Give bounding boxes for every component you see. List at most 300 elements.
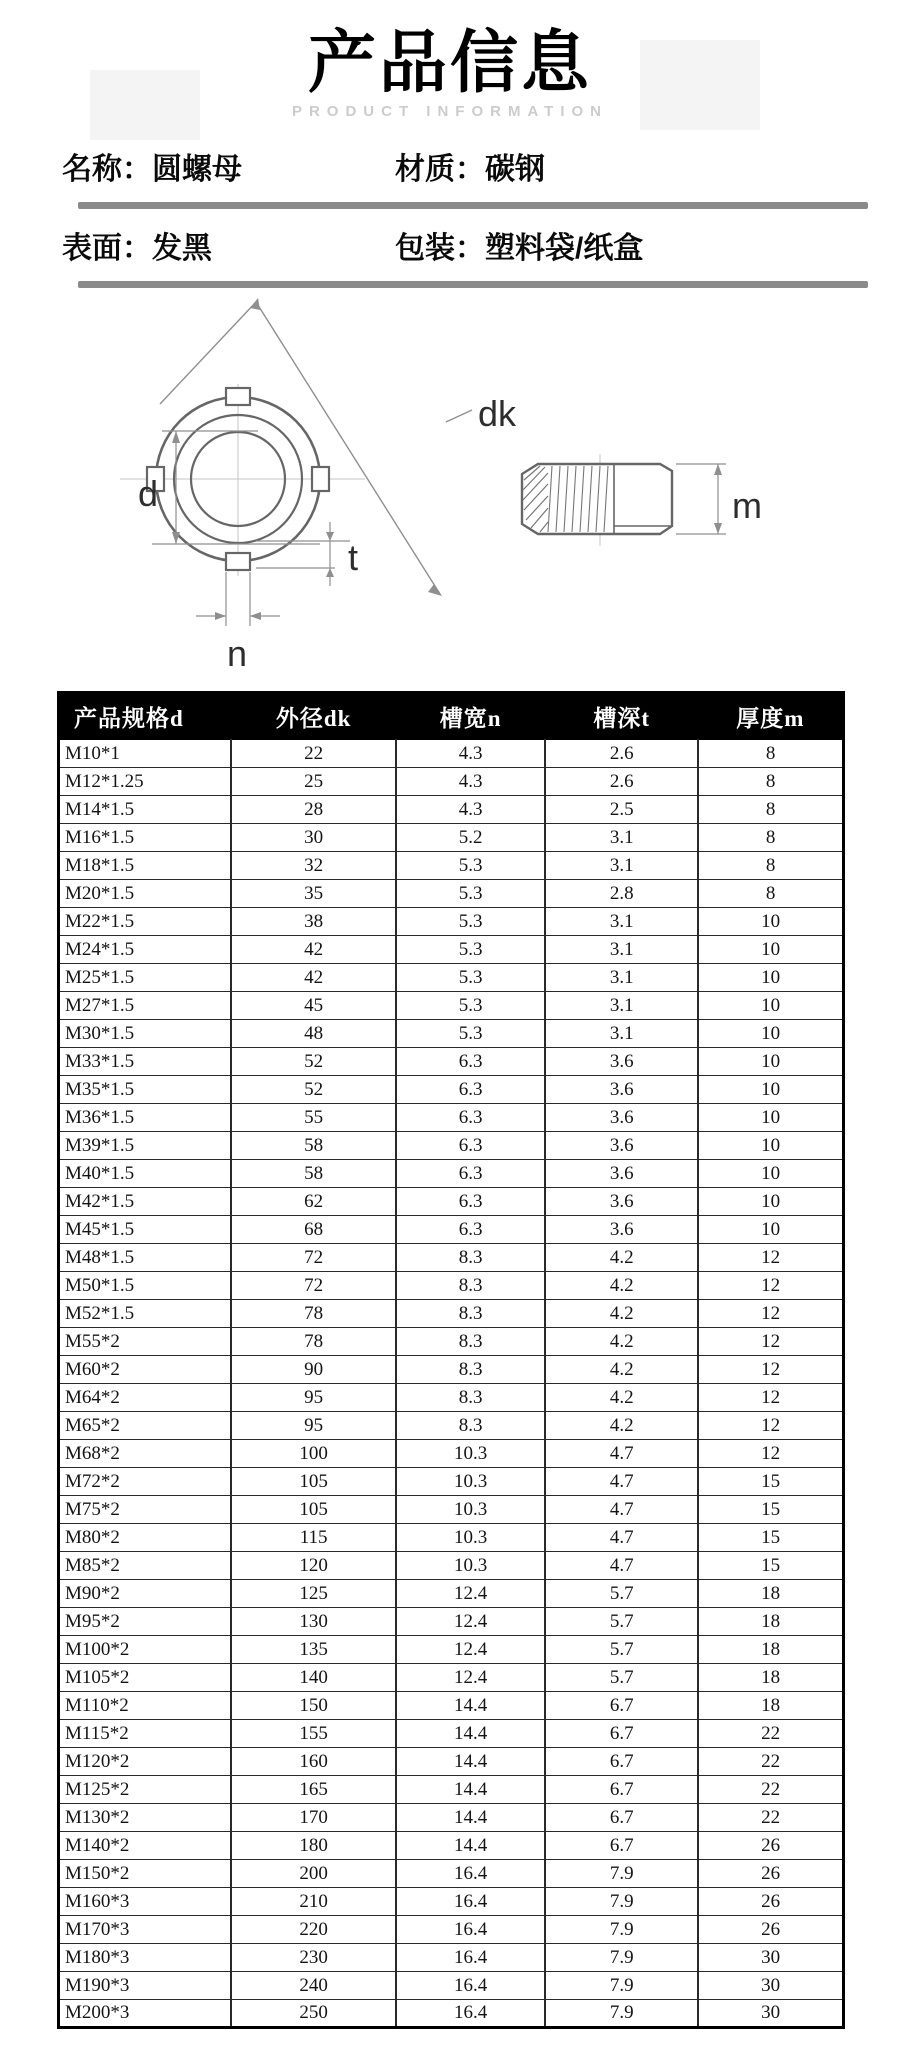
value-cell: 4.2 <box>545 1355 698 1383</box>
value-cell: 5.3 <box>396 1019 545 1047</box>
value-cell: 6.3 <box>396 1215 545 1243</box>
value-cell: 5.3 <box>396 907 545 935</box>
name-value: 圆螺母 <box>152 152 242 186</box>
value-cell: 38 <box>231 907 396 935</box>
value-cell: 22 <box>698 1803 843 1831</box>
value-cell: 5.2 <box>396 823 545 851</box>
value-cell: 95 <box>231 1383 396 1411</box>
page-subtitle: PRODUCT INFORMATION <box>291 102 609 120</box>
value-cell: 52 <box>231 1047 396 1075</box>
spec-cell: M90*2 <box>59 1579 232 1607</box>
value-cell: 3.1 <box>545 823 698 851</box>
value-cell: 10 <box>698 1159 843 1187</box>
value-cell: 4.2 <box>545 1327 698 1355</box>
spec-cell: M200*3 <box>59 1999 232 2027</box>
table-row <box>59 1159 844 1187</box>
spec-cell: M55*2 <box>59 1327 232 1355</box>
table-row <box>59 1691 844 1719</box>
value-cell: 32 <box>231 851 396 879</box>
table-row <box>59 1943 844 1971</box>
table-row <box>59 851 844 879</box>
name-label: 名称： <box>62 152 152 186</box>
value-cell: 5.7 <box>545 1635 698 1663</box>
value-cell: 55 <box>231 1103 396 1131</box>
round-nut-diagram-icon <box>0 294 900 676</box>
spec-cell: M65*2 <box>59 1411 232 1439</box>
value-cell: 15 <box>698 1495 843 1523</box>
table-body <box>59 739 844 2027</box>
value-cell: 14.4 <box>396 1803 545 1831</box>
spec-cell: M18*1.5 <box>59 851 232 879</box>
table-row <box>59 1495 844 1523</box>
value-cell: 165 <box>231 1775 396 1803</box>
value-cell: 4.7 <box>545 1467 698 1495</box>
value-cell: 10 <box>698 1047 843 1075</box>
value-cell: 8.3 <box>396 1411 545 1439</box>
value-cell: 210 <box>231 1887 396 1915</box>
value-cell: 8.3 <box>396 1243 545 1271</box>
value-cell: 130 <box>231 1607 396 1635</box>
value-cell: 12.4 <box>396 1663 545 1691</box>
table-row <box>59 991 844 1019</box>
value-cell: 8 <box>698 879 843 907</box>
value-cell: 7.9 <box>545 1943 698 1971</box>
value-cell: 2.6 <box>545 739 698 767</box>
table-row <box>59 1187 844 1215</box>
value-cell: 25 <box>231 767 396 795</box>
value-cell: 22 <box>698 1719 843 1747</box>
spec-cell: M180*3 <box>59 1943 232 1971</box>
page-title: 产品信息 <box>307 25 592 101</box>
spec-cell: M72*2 <box>59 1467 232 1495</box>
table-row <box>59 963 844 991</box>
divider-line <box>78 202 868 209</box>
spec-cell: M80*2 <box>59 1523 232 1551</box>
spec-cell: M20*1.5 <box>59 879 232 907</box>
spec-cell: M27*1.5 <box>59 991 232 1019</box>
value-cell: 78 <box>231 1299 396 1327</box>
value-cell: 8 <box>698 851 843 879</box>
table-row <box>59 767 844 795</box>
spec-cell: M24*1.5 <box>59 935 232 963</box>
value-cell: 10 <box>698 991 843 1019</box>
value-cell: 135 <box>231 1635 396 1663</box>
spec-cell: M52*1.5 <box>59 1299 232 1327</box>
value-cell: 7.9 <box>545 1915 698 1943</box>
spec-cell: M130*2 <box>59 1803 232 1831</box>
spec-cell: M42*1.5 <box>59 1187 232 1215</box>
value-cell: 48 <box>231 1019 396 1047</box>
spec-cell: M30*1.5 <box>59 1019 232 1047</box>
value-cell: 125 <box>231 1579 396 1607</box>
table-row <box>59 907 844 935</box>
value-cell: 7.9 <box>545 1887 698 1915</box>
dim-label-n: n <box>227 632 248 674</box>
value-cell: 6.7 <box>545 1831 698 1859</box>
spec-table <box>57 691 845 2029</box>
value-cell: 26 <box>698 1831 843 1859</box>
value-cell: 100 <box>231 1439 396 1467</box>
value-cell: 115 <box>231 1523 396 1551</box>
value-cell: 5.7 <box>545 1579 698 1607</box>
value-cell: 5.3 <box>396 935 545 963</box>
value-cell: 35 <box>231 879 396 907</box>
value-cell: 12 <box>698 1243 843 1271</box>
spec-cell: M110*2 <box>59 1691 232 1719</box>
value-cell: 6.3 <box>396 1103 545 1131</box>
spec-cell: M105*2 <box>59 1663 232 1691</box>
value-cell: 22 <box>231 739 396 767</box>
value-cell: 72 <box>231 1243 396 1271</box>
value-cell: 42 <box>231 935 396 963</box>
info-row-1 <box>0 134 900 198</box>
value-cell: 140 <box>231 1663 396 1691</box>
value-cell: 7.9 <box>545 1971 698 1999</box>
table-row <box>59 1215 844 1243</box>
value-cell: 10 <box>698 1019 843 1047</box>
table-row <box>59 1607 844 1635</box>
value-cell: 3.6 <box>545 1159 698 1187</box>
value-cell: 10 <box>698 1075 843 1103</box>
table-row <box>59 935 844 963</box>
table-row <box>59 1523 844 1551</box>
spec-cell: M45*1.5 <box>59 1215 232 1243</box>
spec-cell: M12*1.25 <box>59 767 232 795</box>
packaging-label: 包装： <box>395 231 485 265</box>
value-cell: 3.6 <box>545 1215 698 1243</box>
table-header-row <box>59 692 844 739</box>
value-cell: 8 <box>698 795 843 823</box>
spec-cell: M100*2 <box>59 1635 232 1663</box>
dim-label-t: t <box>348 536 359 578</box>
value-cell: 22 <box>698 1775 843 1803</box>
table-row <box>59 1075 844 1103</box>
value-cell: 18 <box>698 1607 843 1635</box>
value-cell: 90 <box>231 1355 396 1383</box>
side-view-drawing <box>522 454 672 546</box>
spec-cell: M60*2 <box>59 1355 232 1383</box>
value-cell: 10 <box>698 935 843 963</box>
value-cell: 10 <box>698 1187 843 1215</box>
value-cell: 28 <box>231 795 396 823</box>
technical-drawing <box>0 294 900 681</box>
value-cell: 6.7 <box>545 1803 698 1831</box>
value-cell: 18 <box>698 1579 843 1607</box>
table-row <box>59 1243 844 1271</box>
value-cell: 6.3 <box>396 1131 545 1159</box>
info-section <box>0 134 900 288</box>
table-row <box>59 1467 844 1495</box>
value-cell: 30 <box>698 1999 843 2027</box>
value-cell: 4.7 <box>545 1439 698 1467</box>
table-row <box>59 1019 844 1047</box>
value-cell: 26 <box>698 1915 843 1943</box>
value-cell: 12.4 <box>396 1635 545 1663</box>
packaging-field <box>395 223 900 267</box>
value-cell: 10.3 <box>396 1523 545 1551</box>
value-cell: 105 <box>231 1495 396 1523</box>
value-cell: 10.3 <box>396 1495 545 1523</box>
value-cell: 12.4 <box>396 1607 545 1635</box>
value-cell: 15 <box>698 1551 843 1579</box>
value-cell: 5.3 <box>396 879 545 907</box>
value-cell: 5.3 <box>396 991 545 1019</box>
value-cell: 12 <box>698 1411 843 1439</box>
value-cell: 3.1 <box>545 991 698 1019</box>
table-row <box>59 1859 844 1887</box>
value-cell: 6.7 <box>545 1691 698 1719</box>
value-cell: 10 <box>698 907 843 935</box>
value-cell: 170 <box>231 1803 396 1831</box>
value-cell: 3.6 <box>545 1187 698 1215</box>
spec-cell: M190*3 <box>59 1971 232 1999</box>
column-header: 产品规格d <box>59 692 232 739</box>
spec-cell: M48*1.5 <box>59 1243 232 1271</box>
value-cell: 8.3 <box>396 1355 545 1383</box>
table-row <box>59 1103 844 1131</box>
value-cell: 3.1 <box>545 1019 698 1047</box>
value-cell: 4.2 <box>545 1383 698 1411</box>
spec-cell: M16*1.5 <box>59 823 232 851</box>
table-row <box>59 1271 844 1299</box>
dim-label-m: m <box>732 484 762 526</box>
table-row <box>59 1551 844 1579</box>
value-cell: 3.6 <box>545 1103 698 1131</box>
spec-table-wrap <box>57 691 845 2029</box>
table-row <box>59 1803 844 1831</box>
table-row <box>59 1579 844 1607</box>
table-row <box>59 1411 844 1439</box>
spec-cell: M64*2 <box>59 1383 232 1411</box>
value-cell: 45 <box>231 991 396 1019</box>
value-cell: 8.3 <box>396 1271 545 1299</box>
value-cell: 62 <box>231 1187 396 1215</box>
value-cell: 12 <box>698 1271 843 1299</box>
value-cell: 72 <box>231 1271 396 1299</box>
value-cell: 14.4 <box>396 1831 545 1859</box>
value-cell: 6.7 <box>545 1775 698 1803</box>
value-cell: 12 <box>698 1327 843 1355</box>
value-cell: 4.2 <box>545 1243 698 1271</box>
value-cell: 6.7 <box>545 1747 698 1775</box>
table-row <box>59 1971 844 1999</box>
packaging-value: 塑料袋/纸盒 <box>485 231 644 265</box>
table-row <box>59 1719 844 1747</box>
value-cell: 6.3 <box>396 1187 545 1215</box>
spec-cell: M125*2 <box>59 1775 232 1803</box>
table-row <box>59 1327 844 1355</box>
table-row <box>59 1131 844 1159</box>
value-cell: 16.4 <box>396 1971 545 1999</box>
table-row <box>59 1663 844 1691</box>
value-cell: 4.2 <box>545 1411 698 1439</box>
spec-cell: M50*1.5 <box>59 1271 232 1299</box>
value-cell: 16.4 <box>396 1887 545 1915</box>
value-cell: 58 <box>231 1131 396 1159</box>
table-row <box>59 1999 844 2027</box>
value-cell: 8.3 <box>396 1299 545 1327</box>
dim-label-d: d <box>138 472 159 514</box>
value-cell: 6.3 <box>396 1159 545 1187</box>
table-row <box>59 1299 844 1327</box>
value-cell: 22 <box>698 1747 843 1775</box>
value-cell: 4.7 <box>545 1551 698 1579</box>
value-cell: 78 <box>231 1327 396 1355</box>
table-row <box>59 1383 844 1411</box>
value-cell: 220 <box>231 1915 396 1943</box>
value-cell: 5.3 <box>396 963 545 991</box>
value-cell: 42 <box>231 963 396 991</box>
column-header: 厚度m <box>698 692 843 739</box>
spec-cell: M170*3 <box>59 1915 232 1943</box>
column-header: 槽深t <box>545 692 698 739</box>
value-cell: 14.4 <box>396 1747 545 1775</box>
table-row <box>59 823 844 851</box>
value-cell: 155 <box>231 1719 396 1747</box>
spec-cell: M14*1.5 <box>59 795 232 823</box>
spec-cell: M140*2 <box>59 1831 232 1859</box>
spec-cell: M33*1.5 <box>59 1047 232 1075</box>
value-cell: 6.3 <box>396 1047 545 1075</box>
value-cell: 15 <box>698 1523 843 1551</box>
value-cell: 2.8 <box>545 879 698 907</box>
surface-value: 发黑 <box>152 231 212 265</box>
value-cell: 12 <box>698 1439 843 1467</box>
value-cell: 14.4 <box>396 1719 545 1747</box>
spec-cell: M95*2 <box>59 1607 232 1635</box>
value-cell: 3.1 <box>545 851 698 879</box>
dim-label-dk: dk <box>478 392 517 434</box>
table-row <box>59 1747 844 1775</box>
value-cell: 10 <box>698 1103 843 1131</box>
value-cell: 12 <box>698 1299 843 1327</box>
value-cell: 8.3 <box>396 1383 545 1411</box>
surface-field <box>62 223 395 267</box>
divider-line <box>78 281 868 288</box>
table-row <box>59 1635 844 1663</box>
value-cell: 3.6 <box>545 1131 698 1159</box>
value-cell: 14.4 <box>396 1775 545 1803</box>
value-cell: 10 <box>698 1131 843 1159</box>
spec-cell: M68*2 <box>59 1439 232 1467</box>
value-cell: 3.1 <box>545 963 698 991</box>
value-cell: 4.7 <box>545 1523 698 1551</box>
value-cell: 6.7 <box>545 1719 698 1747</box>
value-cell: 4.2 <box>545 1299 698 1327</box>
value-cell: 2.5 <box>545 795 698 823</box>
value-cell: 150 <box>231 1691 396 1719</box>
value-cell: 58 <box>231 1159 396 1187</box>
spec-cell: M36*1.5 <box>59 1103 232 1131</box>
column-header: 外径dk <box>231 692 396 739</box>
value-cell: 4.3 <box>396 739 545 767</box>
value-cell: 18 <box>698 1663 843 1691</box>
value-cell: 3.6 <box>545 1047 698 1075</box>
spec-cell: M150*2 <box>59 1859 232 1887</box>
value-cell: 16.4 <box>396 1859 545 1887</box>
table-row <box>59 1775 844 1803</box>
table-row <box>59 1831 844 1859</box>
value-cell: 30 <box>231 823 396 851</box>
material-label: 材质： <box>395 152 485 186</box>
spec-cell: M39*1.5 <box>59 1131 232 1159</box>
value-cell: 30 <box>698 1971 843 1999</box>
value-cell: 16.4 <box>396 1999 545 2027</box>
material-field <box>395 144 900 188</box>
value-cell: 3.6 <box>545 1075 698 1103</box>
value-cell: 120 <box>231 1551 396 1579</box>
value-cell: 240 <box>231 1971 396 1999</box>
value-cell: 12.4 <box>396 1579 545 1607</box>
table-row <box>59 795 844 823</box>
value-cell: 180 <box>231 1831 396 1859</box>
value-cell: 26 <box>698 1887 843 1915</box>
value-cell: 7.9 <box>545 1859 698 1887</box>
spec-cell: M160*3 <box>59 1887 232 1915</box>
name-field <box>62 144 395 188</box>
value-cell: 15 <box>698 1467 843 1495</box>
value-cell: 30 <box>698 1943 843 1971</box>
info-row-2 <box>0 213 900 277</box>
column-header: 槽宽n <box>396 692 545 739</box>
value-cell: 7.9 <box>545 1999 698 2027</box>
value-cell: 18 <box>698 1691 843 1719</box>
value-cell: 2.6 <box>545 767 698 795</box>
spec-cell: M115*2 <box>59 1719 232 1747</box>
table-row <box>59 1355 844 1383</box>
value-cell: 4.2 <box>545 1271 698 1299</box>
value-cell: 26 <box>698 1859 843 1887</box>
value-cell: 95 <box>231 1411 396 1439</box>
value-cell: 3.1 <box>545 935 698 963</box>
value-cell: 8 <box>698 823 843 851</box>
value-cell: 6.3 <box>396 1075 545 1103</box>
value-cell: 200 <box>231 1859 396 1887</box>
material-value: 碳钢 <box>485 152 545 186</box>
value-cell: 8 <box>698 767 843 795</box>
spec-cell: M10*1 <box>59 739 232 767</box>
value-cell: 18 <box>698 1635 843 1663</box>
value-cell: 14.4 <box>396 1691 545 1719</box>
value-cell: 230 <box>231 1943 396 1971</box>
spec-cell: M75*2 <box>59 1495 232 1523</box>
value-cell: 4.3 <box>396 767 545 795</box>
spec-cell: M25*1.5 <box>59 963 232 991</box>
surface-label: 表面： <box>62 231 152 265</box>
value-cell: 10.3 <box>396 1439 545 1467</box>
value-cell: 52 <box>231 1075 396 1103</box>
title-block <box>0 26 900 120</box>
table-row <box>59 1887 844 1915</box>
value-cell: 68 <box>231 1215 396 1243</box>
value-cell: 250 <box>231 1999 396 2027</box>
value-cell: 4.7 <box>545 1495 698 1523</box>
table-row <box>59 1439 844 1467</box>
value-cell: 16.4 <box>396 1915 545 1943</box>
value-cell: 10.3 <box>396 1467 545 1495</box>
value-cell: 10 <box>698 963 843 991</box>
table-row <box>59 879 844 907</box>
value-cell: 160 <box>231 1747 396 1775</box>
value-cell: 8.3 <box>396 1327 545 1355</box>
value-cell: 8 <box>698 739 843 767</box>
spec-cell: M120*2 <box>59 1747 232 1775</box>
spec-cell: M22*1.5 <box>59 907 232 935</box>
table-row <box>59 739 844 767</box>
value-cell: 16.4 <box>396 1943 545 1971</box>
value-cell: 3.1 <box>545 907 698 935</box>
table-row <box>59 1915 844 1943</box>
